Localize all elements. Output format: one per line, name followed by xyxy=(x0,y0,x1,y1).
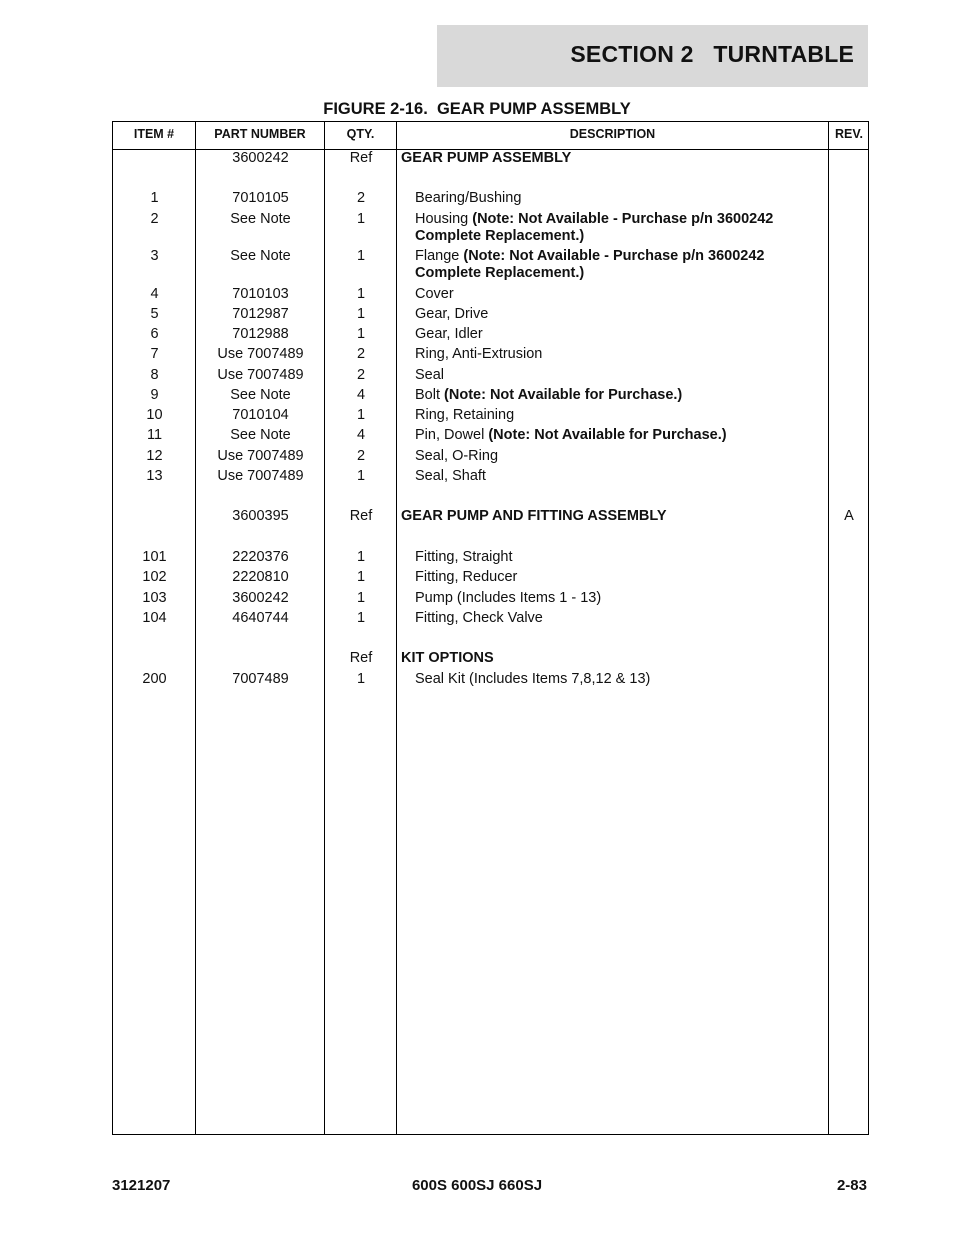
quantity: Ref xyxy=(349,508,373,524)
description xyxy=(415,448,833,465)
quantity: 1 xyxy=(356,326,366,342)
part-number: Use 7007489 xyxy=(217,367,304,383)
quantity: 1 xyxy=(356,549,366,565)
description xyxy=(415,211,833,245)
quantity: 1 xyxy=(356,211,366,227)
part-number: See Note xyxy=(230,248,291,264)
description-text: Pump (Includes Items 1 - 13) xyxy=(415,590,602,606)
part-number: Use 7007489 xyxy=(217,448,304,464)
quantity: 1 xyxy=(356,610,366,626)
quantity: 4 xyxy=(356,387,366,403)
part-number: 7012988 xyxy=(232,326,289,342)
part-number: See Note xyxy=(230,211,291,227)
footer-doc-number: 3121207 xyxy=(112,1177,171,1194)
item-number: 1 xyxy=(150,190,159,206)
description xyxy=(415,468,833,485)
description-text: Seal, Shaft xyxy=(415,468,486,484)
quantity: 4 xyxy=(356,427,366,443)
part-number: See Note xyxy=(230,427,291,443)
description-text: Cover xyxy=(415,286,454,302)
description xyxy=(415,306,833,323)
item-number: 11 xyxy=(146,427,163,443)
part-number: 2220810 xyxy=(232,569,289,585)
description xyxy=(401,150,831,167)
item-number: 5 xyxy=(150,306,159,322)
description xyxy=(401,650,831,667)
item-number: 3 xyxy=(150,248,159,264)
column-divider xyxy=(324,122,325,1134)
footer-models: 600S 600SJ 660SJ xyxy=(411,1177,543,1194)
description-text: Bolt xyxy=(415,387,440,403)
description-text: Fitting, Reducer xyxy=(415,569,518,585)
description xyxy=(415,286,833,303)
part-number: Use 7007489 xyxy=(217,468,304,484)
description-text: Fitting, Straight xyxy=(415,549,513,565)
quantity: 1 xyxy=(356,306,366,322)
column-header-description: DESCRIPTION xyxy=(569,127,656,141)
description xyxy=(415,569,833,586)
description xyxy=(415,671,833,688)
description-text: Pin, Dowel xyxy=(415,427,485,443)
availability-note: (Note: Not Available for Purchase.) xyxy=(444,387,683,403)
footer-page-number: 2-83 xyxy=(836,1177,867,1194)
part-number: 7007489 xyxy=(232,671,289,687)
availability-note: (Note: Not Available - Purchase p/n 3600242 Complete Replacement.) xyxy=(415,248,765,281)
column-divider xyxy=(195,122,196,1134)
figure-title: FIGURE 2-16. GEAR PUMP ASSEMBLY xyxy=(323,100,631,118)
part-number: 3600395 xyxy=(232,508,289,524)
description-text: Gear, Drive xyxy=(415,306,489,322)
description-text: GEAR PUMP AND FITTING ASSEMBLY xyxy=(401,508,667,524)
description-text: Ring, Anti-Extrusion xyxy=(415,346,543,362)
item-number: 104 xyxy=(142,610,167,626)
quantity: Ref xyxy=(349,650,373,666)
part-number: 7010104 xyxy=(232,407,289,423)
item-number: 13 xyxy=(146,468,163,484)
part-number: 7012987 xyxy=(232,306,289,322)
item-number: 6 xyxy=(150,326,159,342)
description xyxy=(415,407,833,424)
description xyxy=(415,326,833,343)
description-text: KIT OPTIONS xyxy=(401,650,494,666)
description-text: Ring, Retaining xyxy=(415,407,515,423)
quantity: 2 xyxy=(356,190,366,206)
item-number: 4 xyxy=(150,286,159,302)
part-number: 7010103 xyxy=(232,286,289,302)
item-number: 103 xyxy=(142,590,167,606)
description-text: Gear, Idler xyxy=(415,326,483,342)
part-number: 3600242 xyxy=(232,150,289,166)
quantity: 2 xyxy=(356,448,366,464)
item-number: 2 xyxy=(150,211,159,227)
description-text: Seal Kit (Includes Items 7,8,12 & 13) xyxy=(415,671,651,687)
item-number: 7 xyxy=(150,346,159,362)
part-number: 3600242 xyxy=(232,590,289,606)
description-text: Bearing/Bushing xyxy=(415,190,522,206)
part-number: 2220376 xyxy=(232,549,289,565)
parts-table xyxy=(112,121,869,1135)
part-number: Use 7007489 xyxy=(217,346,304,362)
description xyxy=(415,549,833,566)
column-header-rev: REV. xyxy=(834,127,864,141)
description xyxy=(415,590,833,607)
quantity: 1 xyxy=(356,468,366,484)
quantity: 1 xyxy=(356,569,366,585)
quantity: 1 xyxy=(356,671,366,687)
availability-note: (Note: Not Available - Purchase p/n 3600242 Complete Replacement.) xyxy=(415,211,774,244)
item-number: 8 xyxy=(150,367,159,383)
item-number: 12 xyxy=(146,448,163,464)
quantity: 2 xyxy=(356,367,366,383)
description-text: Housing xyxy=(415,211,469,227)
item-number: 9 xyxy=(150,387,159,403)
description xyxy=(415,387,833,404)
description xyxy=(415,190,833,207)
description xyxy=(415,346,833,363)
column-header-qty: QTY. xyxy=(346,127,375,141)
availability-note: (Note: Not Available for Purchase.) xyxy=(488,427,727,443)
quantity: Ref xyxy=(349,150,373,166)
description-text: Seal, O-Ring xyxy=(415,448,499,464)
column-header-part-number: PART NUMBER xyxy=(214,127,306,141)
quantity: 1 xyxy=(356,407,366,423)
item-number: 101 xyxy=(142,549,167,565)
description-text: GEAR PUMP ASSEMBLY xyxy=(401,150,572,166)
column-divider xyxy=(396,122,397,1134)
item-number: 10 xyxy=(146,407,163,423)
description xyxy=(401,508,831,525)
item-number: 102 xyxy=(142,569,167,585)
description xyxy=(415,427,833,444)
quantity: 2 xyxy=(356,346,366,362)
section-title: SECTION 2 TURNTABLE xyxy=(570,41,854,67)
description-text: Flange xyxy=(415,248,460,264)
description-text: Seal xyxy=(415,367,445,383)
description xyxy=(415,367,833,384)
part-number: 4640744 xyxy=(232,610,289,626)
part-number: 7010105 xyxy=(232,190,289,206)
revision: A xyxy=(844,508,854,524)
description-text: Fitting, Check Valve xyxy=(415,610,543,626)
item-number: 200 xyxy=(142,671,167,687)
section-header xyxy=(437,25,868,87)
quantity: 1 xyxy=(356,286,366,302)
quantity: 1 xyxy=(356,590,366,606)
description xyxy=(415,610,833,627)
column-header-item: ITEM # xyxy=(133,127,175,141)
description xyxy=(415,248,833,282)
quantity: 1 xyxy=(356,248,366,264)
part-number: See Note xyxy=(230,387,291,403)
